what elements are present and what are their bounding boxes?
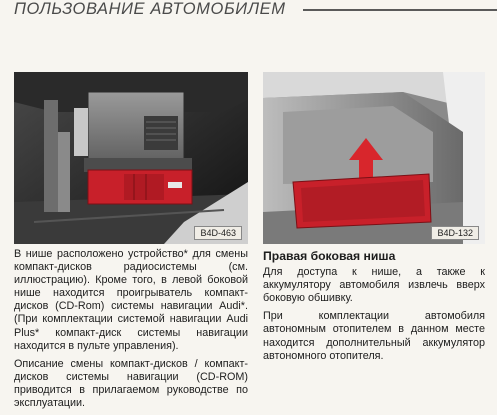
section-heading: Правая боковая ниша: [263, 249, 396, 263]
figure-code-left: B4D-463: [194, 226, 242, 240]
figure-cd-changer: [14, 72, 248, 244]
right-niche-illustration: [263, 72, 485, 244]
page-title: ПОЛЬЗОВАНИЕ АВТОМОБИЛЕМ: [14, 0, 286, 18]
figure-right-niche: [263, 72, 485, 244]
left-paragraph-2: Описание смены компакт-дисков / компакт-дисков системы навигации (CD-ROM) приводится в прилагаемом руководстве по эксплуатации.: [14, 357, 248, 410]
header-rule: [303, 9, 497, 11]
right-paragraph-2: При комплектации автомобиля автономным отопителем в данном месте находится дополнительный аккумулятор автономного отопителя.: [263, 310, 485, 362]
left-text-column: [14, 248, 248, 415]
figure-code-right: B4D-132: [431, 226, 479, 240]
cd-changer-illustration: [14, 72, 248, 244]
left-paragraph-1: В нише расположено устройство* для смены компакт-дисков радиосистемы (см. иллюстрацию). Кроме того, в левой боковой нише находится проигрыватель компакт-дисков (CD-Rom) системы навигации Audi*. (При комплектации системой навигации Audi Plus* компакт-диск системы навигации находится в пульте управления).: [14, 248, 248, 352]
page-header: [0, 0, 497, 22]
right-text-column: [263, 250, 485, 368]
right-paragraph-1: Для доступа к нише, а также к аккумулятору автомобиля извлечь вверх боковую обшивку.: [263, 266, 485, 305]
